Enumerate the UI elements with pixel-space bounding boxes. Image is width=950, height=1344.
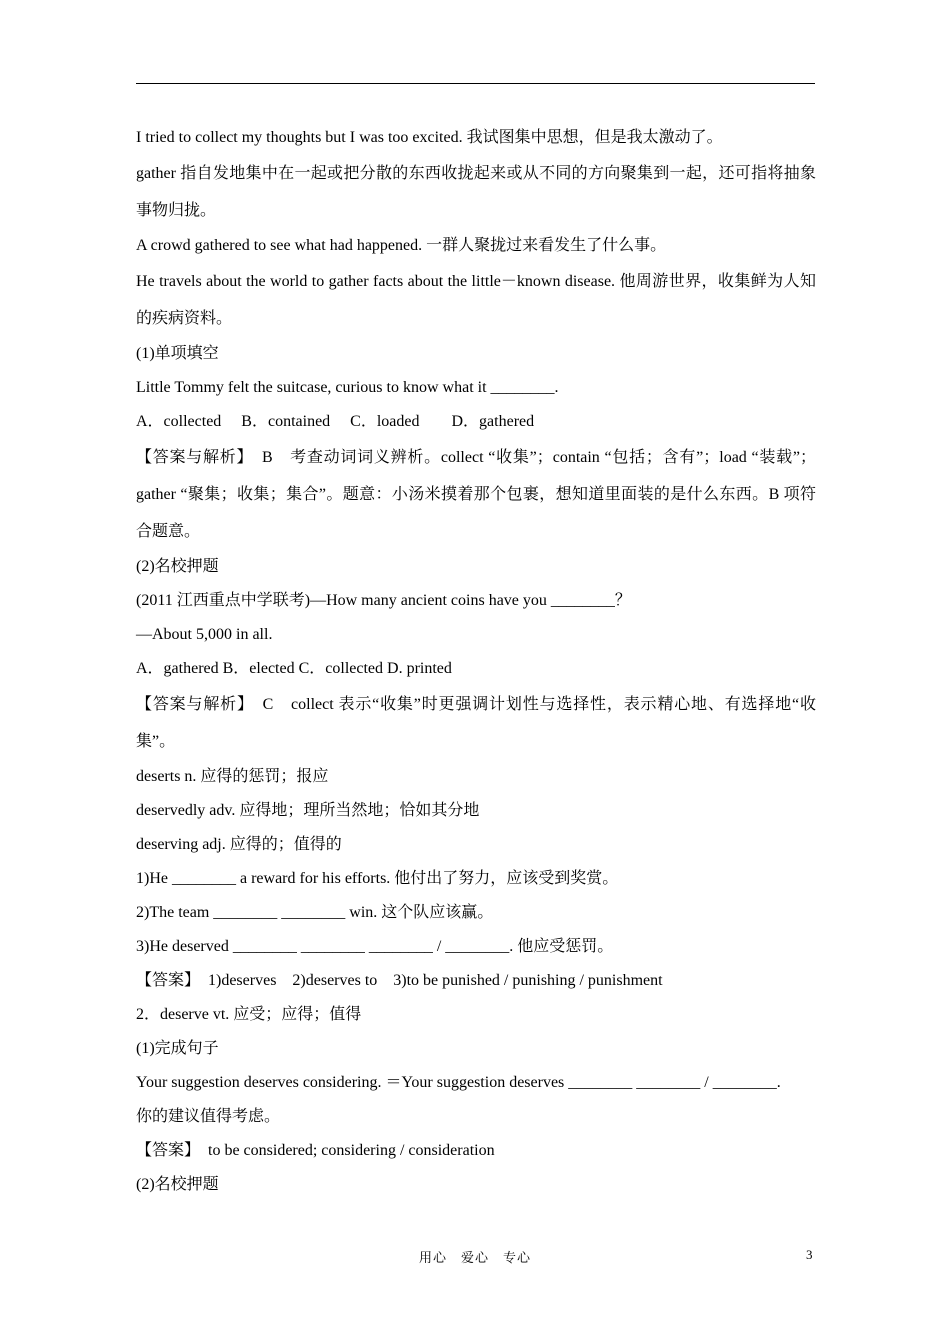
answer-explanation: 【答案与解析】 B 考查动词词义辨析。collect “收集”；contain “包括；含有”；load “装载”；gather “聚集；收集；集合”。题意：小汤米摸着那个包裹，想知道里面装的是什么东西。B 项符合题意。: [136, 449, 816, 540]
translation-line: 你的建议值得考虑。: [136, 1108, 281, 1125]
vocab-heading: 2．deserve vt. 应受；应得；值得: [136, 1006, 362, 1023]
question-text: —About 5,000 in all.: [136, 626, 273, 643]
section-heading: (2)名校押题: [136, 1176, 219, 1193]
exercise-item: 3)He deserved ________ ________ ________ / ________. 他应受惩罚。: [136, 938, 614, 955]
question-text: (2011 江西重点中学联考)—How many ancient coins have you ________？: [136, 592, 631, 609]
footer-motto: 用心 爱心 专心: [418, 1251, 531, 1266]
answer-key: 【答案】 to be considered; considering / consideration: [136, 1142, 495, 1159]
text-paragraph: gather 指自发地集中在一起或把分散的东西收拢起来或从不同的方向聚集到一起，还可指将抽象事物归拢。: [136, 165, 816, 219]
exercise-item: 1)He ________ a reward for his efforts. 他付出了努力，应该受到奖赏。: [136, 870, 619, 887]
section-heading: (2)名校押题: [136, 558, 219, 575]
answer-options: A．collected B．contained C．loaded D．gathered: [136, 413, 535, 430]
text-paragraph: He travels about the world to gather facts about the little－known disease. 他周游世界，收集鲜为人知的疾病资料。: [136, 273, 816, 327]
section-heading: (1)单项填空: [136, 345, 219, 362]
question-text: Little Tommy felt the suitcase, curious to know what it ________.: [136, 379, 559, 396]
text-line: I tried to collect my thoughts but I was too excited. 我试图集中思想，但是我太激动了。: [136, 129, 723, 146]
answer-explanation: 【答案与解析】 C collect 表示“收集”时更强调计划性与选择性，表示精心地、有选择地“收集”。: [136, 696, 816, 750]
answer-key: 【答案】 1)deserves 2)deserves to 3)to be punished / punishing / punishment: [136, 972, 663, 989]
header-rule: [136, 83, 815, 84]
vocab-entry: deserts n. 应得的惩罚；报应: [136, 768, 329, 785]
vocab-entry: deserving adj. 应得的；值得的: [136, 836, 342, 853]
text-line: A crowd gathered to see what had happened. 一群人聚拢过来看发生了什么事。: [136, 237, 667, 254]
page-number: 3: [806, 1247, 813, 1262]
answer-options: A．gathered B．elected C．collected D. printed: [136, 660, 452, 677]
section-heading: (1)完成句子: [136, 1040, 219, 1057]
vocab-entry: deservedly adv. 应得地；理所当然地；恰如其分地: [136, 802, 480, 819]
document-body: [136, 121, 816, 1202]
exercise-item: Your suggestion deserves considering. ＝Your suggestion deserves ________ ________ / ________.: [136, 1074, 781, 1091]
exercise-item: 2)The team ________ ________ win. 这个队应该赢。: [136, 904, 494, 921]
